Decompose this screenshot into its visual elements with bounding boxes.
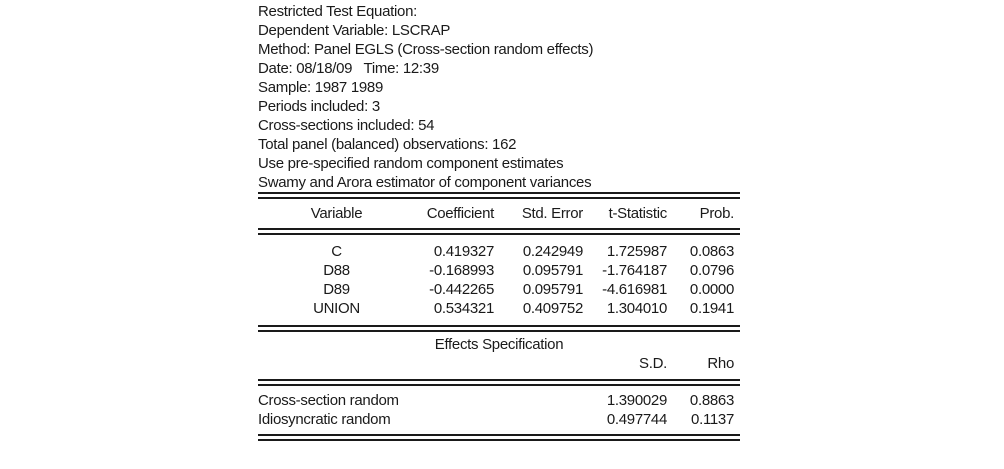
double-rule-top (258, 192, 740, 199)
cell-coefficient: 0.419327 (433, 243, 494, 260)
cell-coefficient: -0.168993 (429, 262, 494, 279)
output-summary-block (258, 2, 740, 192)
effects-header-row (258, 354, 740, 373)
header-line-cross-sections: Cross-sections included: 54 (258, 117, 435, 134)
cell-prob: 0.0863 (689, 243, 734, 260)
table-row-c (258, 242, 740, 261)
cell-variable: D89 (323, 281, 350, 298)
cell-rho: 0.8863 (689, 392, 734, 409)
header-line-observations: Total panel (balanced) observations: 162 (258, 136, 517, 153)
cell-t-statistic: -1.764187 (602, 262, 667, 279)
header-line-sample: Sample: 1987 1989 (258, 79, 384, 96)
double-rule-below-coefficients (258, 325, 740, 332)
col-header-sd: S.D. (639, 355, 667, 372)
header-line-periods: Periods included: 3 (258, 98, 380, 115)
header-line-date-time: Date: 08/18/09 Time: 12:39 (258, 60, 439, 77)
double-rule-below-header (258, 228, 740, 235)
header-line-method: Method: Panel EGLS (Cross-section random effects) (258, 41, 594, 58)
table-row-cross-section-random (258, 391, 740, 410)
cell-prob: 0.1941 (689, 300, 734, 317)
cell-prob: 0.0796 (689, 262, 734, 279)
header-line-swamy-arora: Swamy and Arora estimator of component variances (258, 174, 592, 191)
table-row-idiosyncratic-random (258, 410, 740, 429)
col-header-rho: Rho (707, 355, 734, 372)
table-row-d89 (258, 280, 740, 299)
cell-effects-label: Cross-section random (258, 392, 399, 409)
cell-std-error: 0.095791 (522, 262, 583, 279)
cell-rho: 0.1137 (691, 411, 734, 428)
cell-std-error: 0.095791 (522, 281, 583, 298)
cell-coefficient: 0.534321 (433, 300, 494, 317)
cell-effects-label: Idiosyncratic random (258, 411, 391, 428)
cell-std-error: 0.409752 (522, 300, 583, 317)
cell-sd: 1.390029 (606, 392, 667, 409)
regression-output (258, 2, 740, 441)
header-line-random-component: Use pre-specified random component estimates (258, 155, 564, 172)
col-header-variable: Variable (310, 205, 363, 222)
cell-t-statistic: 1.304010 (606, 300, 667, 317)
col-header-std-error: Std. Error (521, 205, 583, 222)
col-header-t-statistic: t-Statistic (608, 205, 667, 222)
cell-sd: 0.497744 (606, 411, 667, 428)
header-line-restricted-equation: Restricted Test Equation: (258, 3, 417, 20)
table-row-union (258, 299, 740, 318)
double-rule-bottom (258, 434, 740, 441)
double-rule-below-effects-header (258, 379, 740, 386)
coef-table-header-row (258, 199, 740, 228)
table-row-d88 (258, 261, 740, 280)
effects-table-body (258, 386, 740, 434)
col-header-coefficient: Coefficient (426, 205, 494, 222)
cell-coefficient: -0.442265 (429, 281, 494, 298)
cell-variable: D88 (323, 262, 350, 279)
cell-t-statistic: -4.616981 (602, 281, 667, 298)
cell-t-statistic: 1.725987 (606, 243, 667, 260)
cell-prob: 0.0000 (689, 281, 734, 298)
col-header-prob: Prob. (699, 205, 734, 222)
effects-specification-title: Effects Specification (434, 336, 564, 353)
coef-table-body (258, 235, 740, 325)
header-line-dependent-variable: Dependent Variable: LSCRAP (258, 22, 451, 39)
cell-variable: C (331, 243, 342, 260)
cell-std-error: 0.242949 (522, 243, 583, 260)
cell-variable: UNION (313, 300, 360, 317)
